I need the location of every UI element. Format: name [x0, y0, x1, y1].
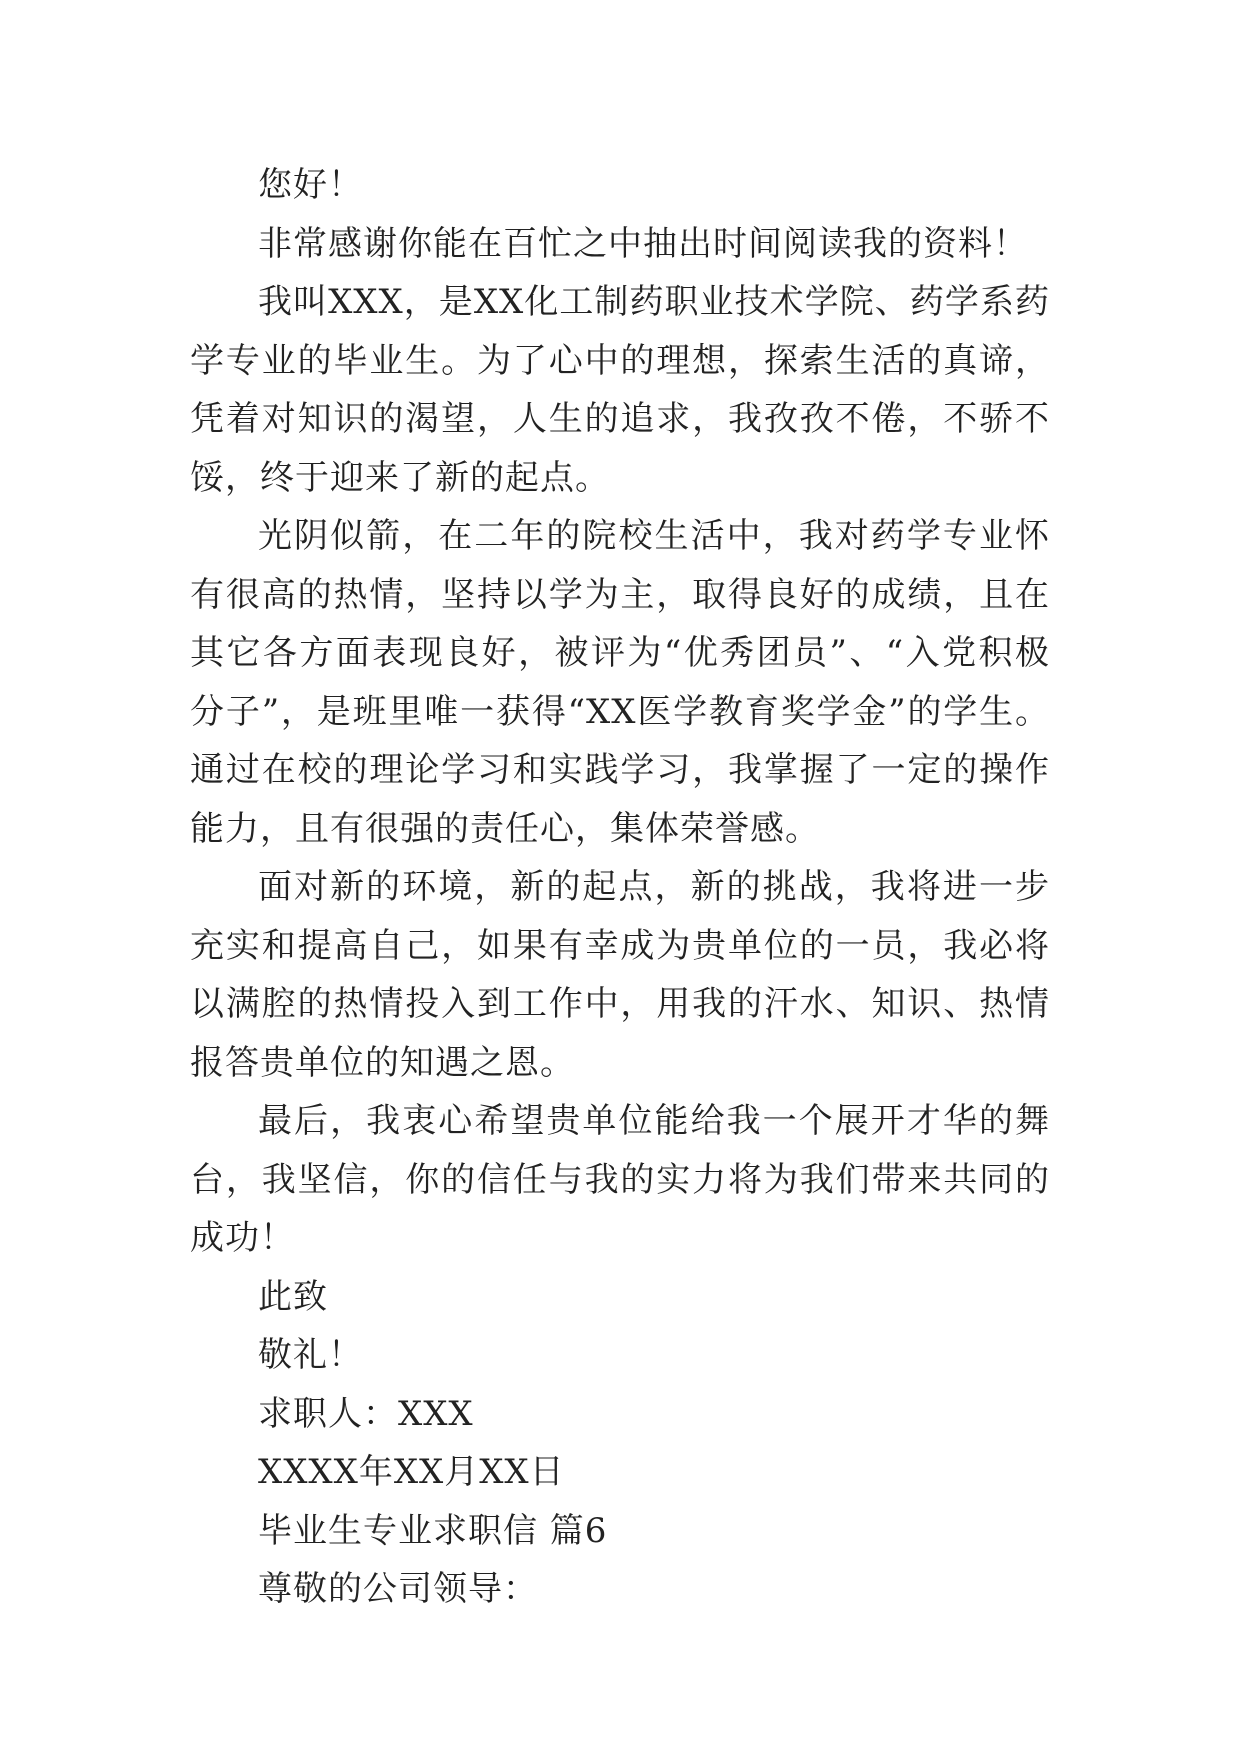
- school-life-paragraph: 光阴似箭，在二年的院校生活中，我对药学专业怀有很高的热情，坚持以学为主，取得良好的成绩，且在其它各方面表现良好，被评为“优秀团员”、“入党积极分子”，是班里唯一获得“XX医学教育奖学金”的学生。通过在校的理论学习和实践学习，我掌握了一定的操作能力，且有很强的责任心，集体荣誉感。: [190, 516, 1050, 849]
- letter-body: [190, 156, 1050, 1619]
- salutation-jingli: 敬礼！: [258, 1335, 363, 1375]
- next-letter-title: 毕业生专业求职信 篇6: [258, 1510, 608, 1551]
- intro-paragraph: 我叫XXX，是XX化工制药职业技术学院、药学系药学专业的毕业生。为了心中的理想，探索生活的真谛，凭着对知识的渴望，人生的追求，我孜孜不倦，不骄不馁，终于迎来了新的起点。: [190, 282, 1050, 498]
- closing-paragraph: 最后，我衷心希望贵单位能给我一个展开才华的舞台，我坚信，你的信任与我的实力将为我们带来共同的成功！: [190, 1101, 1050, 1258]
- thanks-paragraph: 非常感谢你能在百忙之中抽出时间阅读我的资料！: [258, 223, 1028, 264]
- applicant-signature: 求职人：XXX: [258, 1393, 474, 1434]
- greeting: 您好！: [258, 165, 363, 205]
- new-challenge-paragraph: 面对新的环境，新的起点，新的挑战，我将进一步充实和提高自己，如果有幸成为贵单位的一员，我必将以满腔的热情投入到工作中，用我的汗水、知识、热情报答贵单位的知遇之恩。: [190, 867, 1050, 1083]
- next-letter-greeting: 尊敬的公司领导：: [258, 1569, 538, 1609]
- salutation-zhizhi: 此致: [258, 1276, 328, 1317]
- letter-date: XXXX年XX月XX日: [258, 1452, 565, 1492]
